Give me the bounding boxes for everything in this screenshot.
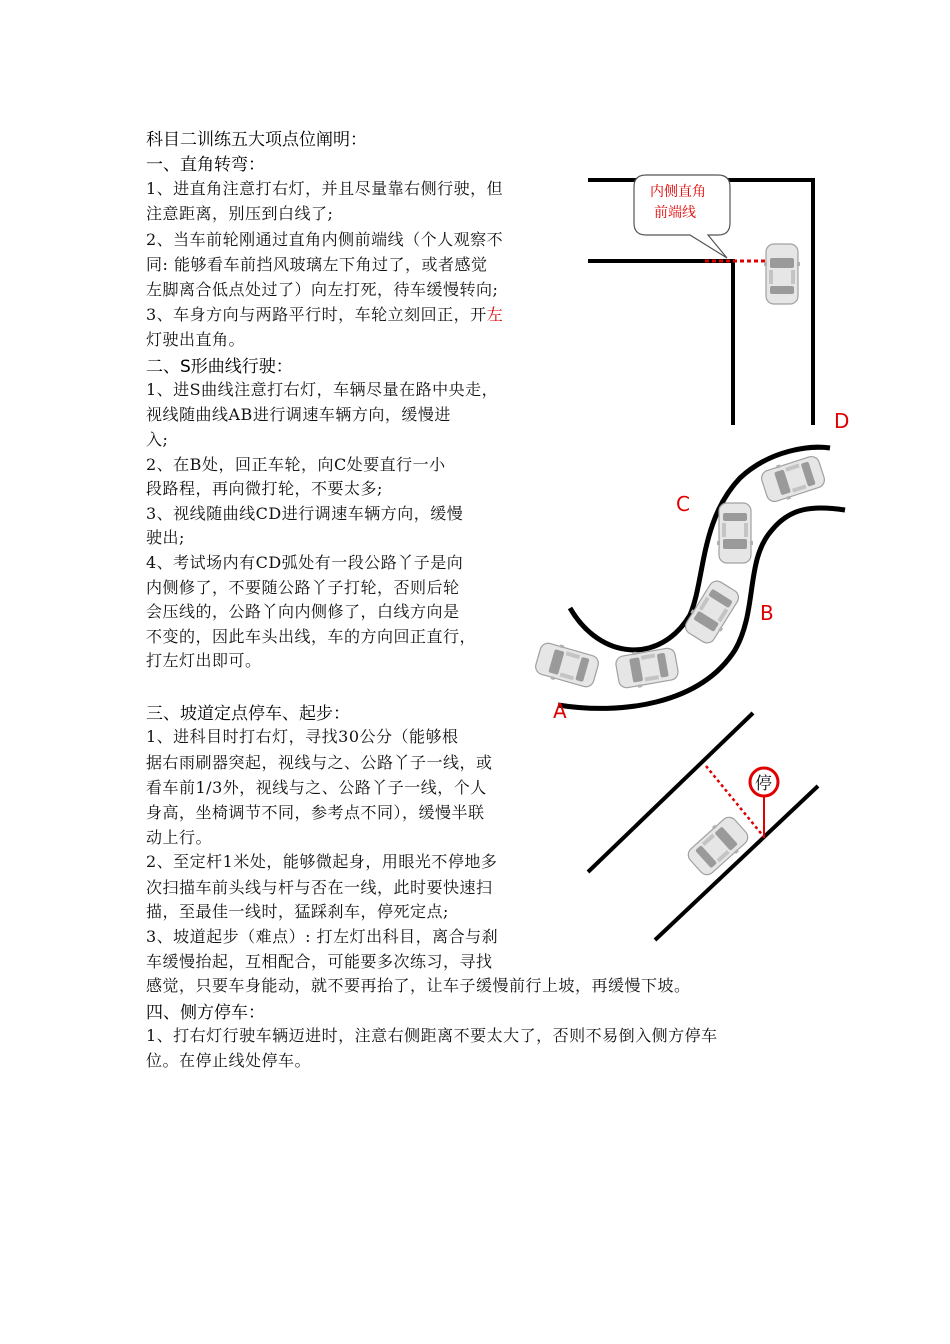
section-3-line: 动上行。 bbox=[146, 828, 213, 847]
section-2-line: 打左灯出即可。 bbox=[146, 651, 262, 670]
slope-stop-diagram bbox=[588, 713, 818, 940]
car-icon bbox=[717, 503, 753, 563]
callout-text-line1: 内侧直角 bbox=[650, 184, 706, 200]
car-icon bbox=[533, 639, 601, 690]
section-2-line: 内侧修了，不要随公路丫子打轮，否则后轮 bbox=[146, 578, 460, 597]
section-1-line: 同: 能够看车前挡风玻璃左下角过了，或者感觉 bbox=[146, 255, 488, 274]
section-2-line: 4、考试场内有CD弧处有一段公路丫子是向 bbox=[146, 553, 464, 572]
section-1-line: 2、当车前轮刚通过直角内侧前端线（个人观察不 bbox=[146, 230, 504, 249]
section-2-line: 视线随曲线AB进行调速车辆方向，缓慢进 bbox=[146, 405, 451, 424]
section-4-line: 1、打右灯行驶车辆迈进时，注意右侧距离不要太大了，否则不易倒入侧方停车 bbox=[146, 1026, 718, 1045]
section-3-line: 看车前1/3外，视线与之、公路丫子一线，个人 bbox=[146, 778, 487, 797]
section-3-heading: 三、坡道定点停车、起步： bbox=[146, 704, 350, 724]
section-2-line: 段路程，再向微打轮，不要太多; bbox=[146, 479, 383, 498]
section-2-line: 驶出; bbox=[146, 528, 185, 547]
section-2-line: 3、视线随曲线CD进行调速车辆方向，缓慢 bbox=[146, 504, 464, 523]
car-icon bbox=[614, 645, 679, 691]
section-2-line: 1、进S曲线注意打右灯，车辆尽量在路中央走， bbox=[146, 380, 499, 399]
section-3-line: 1、进科目时打右灯，寻找30公分（能够根 bbox=[146, 727, 459, 746]
section-1-line: 灯驶出直角。 bbox=[146, 330, 246, 349]
section-2-line: 2、在B处，回正车轮，向C处要直行一小 bbox=[146, 455, 446, 474]
section-2-heading: 二、S形曲线行驶： bbox=[146, 357, 293, 377]
section-4-line: 位。在停止线处停车。 bbox=[146, 1051, 312, 1070]
label-a: A bbox=[553, 699, 567, 723]
section-3-line: 感觉，只要车身能动，就不要再抬了，让车子缓慢前行上坡，再缓慢下坡。 bbox=[146, 976, 691, 995]
section-3-line: 车缓慢抬起，互相配合，可能要多次练习，寻找 bbox=[146, 952, 493, 971]
section-3-line: 3、坡道起步（难点）: 打左灯出科目，离合与刹 bbox=[146, 927, 499, 946]
section-1-line: 注意距离，别压到白线了; bbox=[146, 204, 334, 223]
label-b: B bbox=[760, 601, 774, 625]
label-c: C bbox=[676, 492, 690, 516]
section-3-line: 次扫描车前头线与杆与否在一线，此时要快速扫 bbox=[146, 878, 493, 897]
section-2-line: 会压线的，公路丫向内侧修了，白线方向是 bbox=[146, 602, 460, 621]
slope-road-right-edge bbox=[655, 786, 818, 940]
section-1-line: 1、进直角注意打右灯，并且尽量靠右侧行驶，但 bbox=[146, 179, 504, 198]
document-title: 科目二训练五大项点位阐明： bbox=[146, 130, 367, 150]
stop-sign-text: 停 bbox=[755, 774, 772, 794]
car-icon bbox=[684, 813, 753, 880]
callout-text-line2: 前端线 bbox=[654, 205, 696, 221]
section-1-heading: 一、直角转弯： bbox=[146, 155, 265, 175]
section-1-red-char: 左 bbox=[486, 305, 504, 324]
section-1-line: 左脚离合低点处过了）向左打死，待车缓慢转向; bbox=[146, 280, 499, 299]
s-curve-cars bbox=[533, 453, 827, 691]
section-3-line: 身高，坐椅调节不同，参考点不同），缓慢半联 bbox=[146, 803, 485, 822]
section-3-line: 2、至定杆1米处，能够微起身，用眼光不停地多 bbox=[146, 852, 498, 871]
section-2-line: 入; bbox=[146, 430, 169, 449]
section-1-line-text: 3、车身方向与两路平行时，车轮立刻回正，开 bbox=[146, 305, 487, 324]
road-inner-corner bbox=[588, 261, 733, 425]
label-d: D bbox=[834, 409, 850, 433]
car-icon bbox=[764, 244, 800, 304]
section-2-line: 不变的，因此车头出线，车的方向回正直行， bbox=[146, 627, 477, 646]
section-3-line: 描，至最佳一线时，猛踩刹车，停死定点; bbox=[146, 902, 449, 921]
section-3-line: 据右雨刷器突起，视线与之、公路丫子一线，或 bbox=[146, 753, 493, 772]
right-angle-turn-diagram bbox=[588, 175, 815, 425]
section-4-heading: 四、侧方停车： bbox=[146, 1003, 265, 1023]
